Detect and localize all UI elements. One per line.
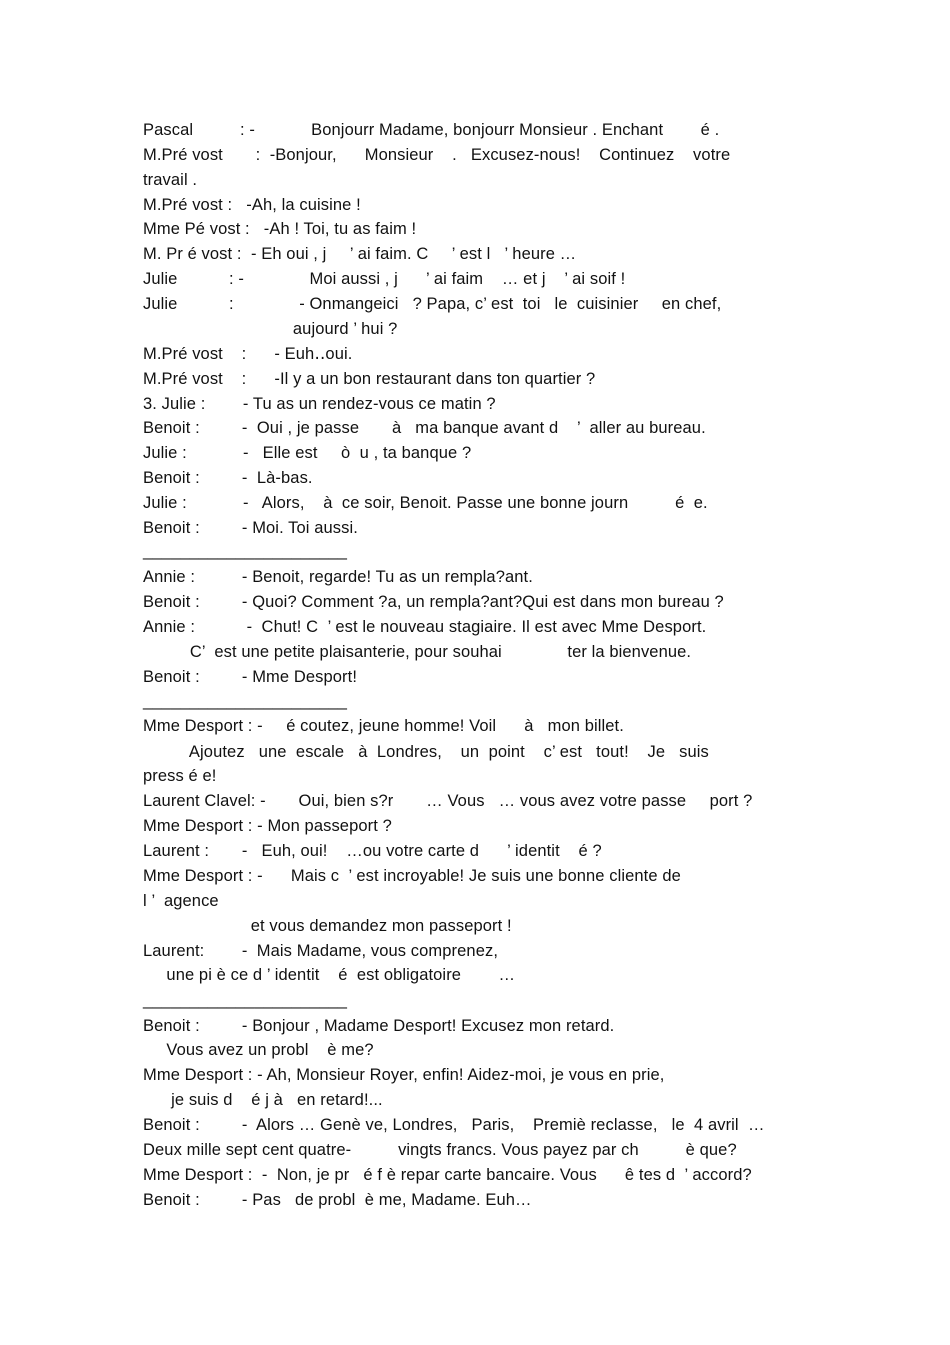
dialogue-line: Mme Desport : - Mon passeport ? — [143, 817, 392, 835]
dialogue-line: M. Pr é vost : - Eh oui , j ’ ai faim. C ’ est l ’ heure … — [143, 245, 577, 263]
dialogue-line: M.Pré vost : -Bonjour, Monsieur . Excusez-nous! Continuez votre — [143, 146, 731, 164]
dialogue-line: Ajoutez une escale à Londres, un point c’ est tout! Je suis — [143, 743, 709, 761]
dialogue-line: Julie : - Elle est ò u , ta banque ? — [143, 444, 472, 462]
dialogue-line: Benoit : - Moi. Toi aussi. — [143, 519, 358, 537]
dialogue-line: Laurent Clavel: - Oui, bien s?r … Vous … vous avez votre passe port ? — [143, 792, 753, 810]
dialogue-line: Vous avez un probl è me? — [143, 1041, 374, 1059]
dialogue-line: Annie : - Benoit, regarde! Tu as un rempla?ant. — [143, 568, 533, 586]
dialogue-line: Laurent : - Euh, oui! …ou votre carte d ’ identit é ? — [143, 842, 602, 860]
dialogue-line: Deux mille sept cent quatre- vingts francs. Vous payez par ch è que? — [143, 1141, 737, 1159]
section-separator: ______________________ — [143, 991, 348, 1009]
dialogue-line: M.Pré vost : -Il y a un bon restaurant dans ton quartier ? — [143, 370, 596, 388]
dialogue-line: Pascal : - Bonjourr Madame, bonjourr Monsieur . Enchant é . — [143, 121, 720, 139]
dialogue-line: M.Pré vost : - Euh‥oui. — [143, 345, 353, 363]
dialogue-line: Benoit : - Mme Desport! — [143, 668, 357, 686]
dialogue-line: Mme Desport : - Non, je pr é f è repar carte bancaire. Vous ê tes d ’ accord? — [143, 1166, 752, 1184]
dialogue-line: Mme Desport : - é coutez, jeune homme! Voil à mon billet. — [143, 717, 624, 735]
dialogue-line: C’ est une petite plaisanterie, pour souhai ter la bienvenue. — [143, 643, 692, 661]
dialogue-line: Julie : - Moi aussi , j ’ ai faim … et j ’ ai soif ! — [143, 270, 626, 288]
dialogue-line: Julie : - Onmangeici ? Papa, c’ est toi le cuisinier en chef, — [143, 295, 722, 313]
section-separator: ______________________ — [143, 542, 348, 560]
dialogue-line: Benoit : - Alors … Genè ve, Londres, Paris, Premiè reclasse, le 4 avril … — [143, 1116, 765, 1134]
section-separator: ______________________ — [143, 692, 348, 710]
dialogue-line: Laurent: - Mais Madame, vous comprenez, — [143, 942, 499, 960]
dialogue-line: Annie : - Chut! C ’ est le nouveau stagiaire. Il est avec Mme Desport. — [143, 618, 707, 636]
dialogue-line: Benoit : - Bonjour , Madame Desport! Excusez mon retard. — [143, 1017, 615, 1035]
dialogue-line: Benoit : - Pas de probl è me, Madame. Euh… — [143, 1191, 532, 1209]
dialogue-line: 3. Julie : - Tu as un rendez-vous ce matin ? — [143, 395, 496, 413]
dialogue-line: je suis d é j à en retard!... — [143, 1091, 383, 1109]
dialogue-line: Mme Desport : - Ah, Monsieur Royer, enfin! Aidez-moi, je vous en prie, — [143, 1066, 665, 1084]
dialogue-line: une pi è ce d ’ identit é est obligatoire … — [143, 966, 516, 984]
dialogue-line: Benoit : - Là-bas. — [143, 469, 313, 487]
dialogue-line: Mme Pé vost : -Ah ! Toi, tu as faim ! — [143, 220, 417, 238]
dialogue-line: M.Pré vost : -Ah, la cuisine ! — [143, 196, 361, 214]
dialogue-line: l ’ agence — [143, 892, 219, 910]
dialogue-line: press é e! — [143, 767, 217, 785]
dialogue-line: Mme Desport : - Mais c ’ est incroyable! Je suis une bonne cliente de — [143, 867, 681, 885]
dialogue-line: Julie : - Alors, à ce soir, Benoit. Passe une bonne journ é e. — [143, 494, 708, 512]
dialogue-line: Benoit : - Quoi? Comment ?a, un rempla?ant?Qui est dans mon bureau ? — [143, 593, 724, 611]
dialogue-line: et vous demandez mon passeport ! — [143, 917, 512, 935]
dialogue-line: aujourd ’ hui ? — [143, 320, 398, 338]
dialogue-line: travail . — [143, 171, 198, 189]
dialogue-line: Benoit : - Oui , je passe à ma banque avant d ’ aller au bureau. — [143, 419, 706, 437]
